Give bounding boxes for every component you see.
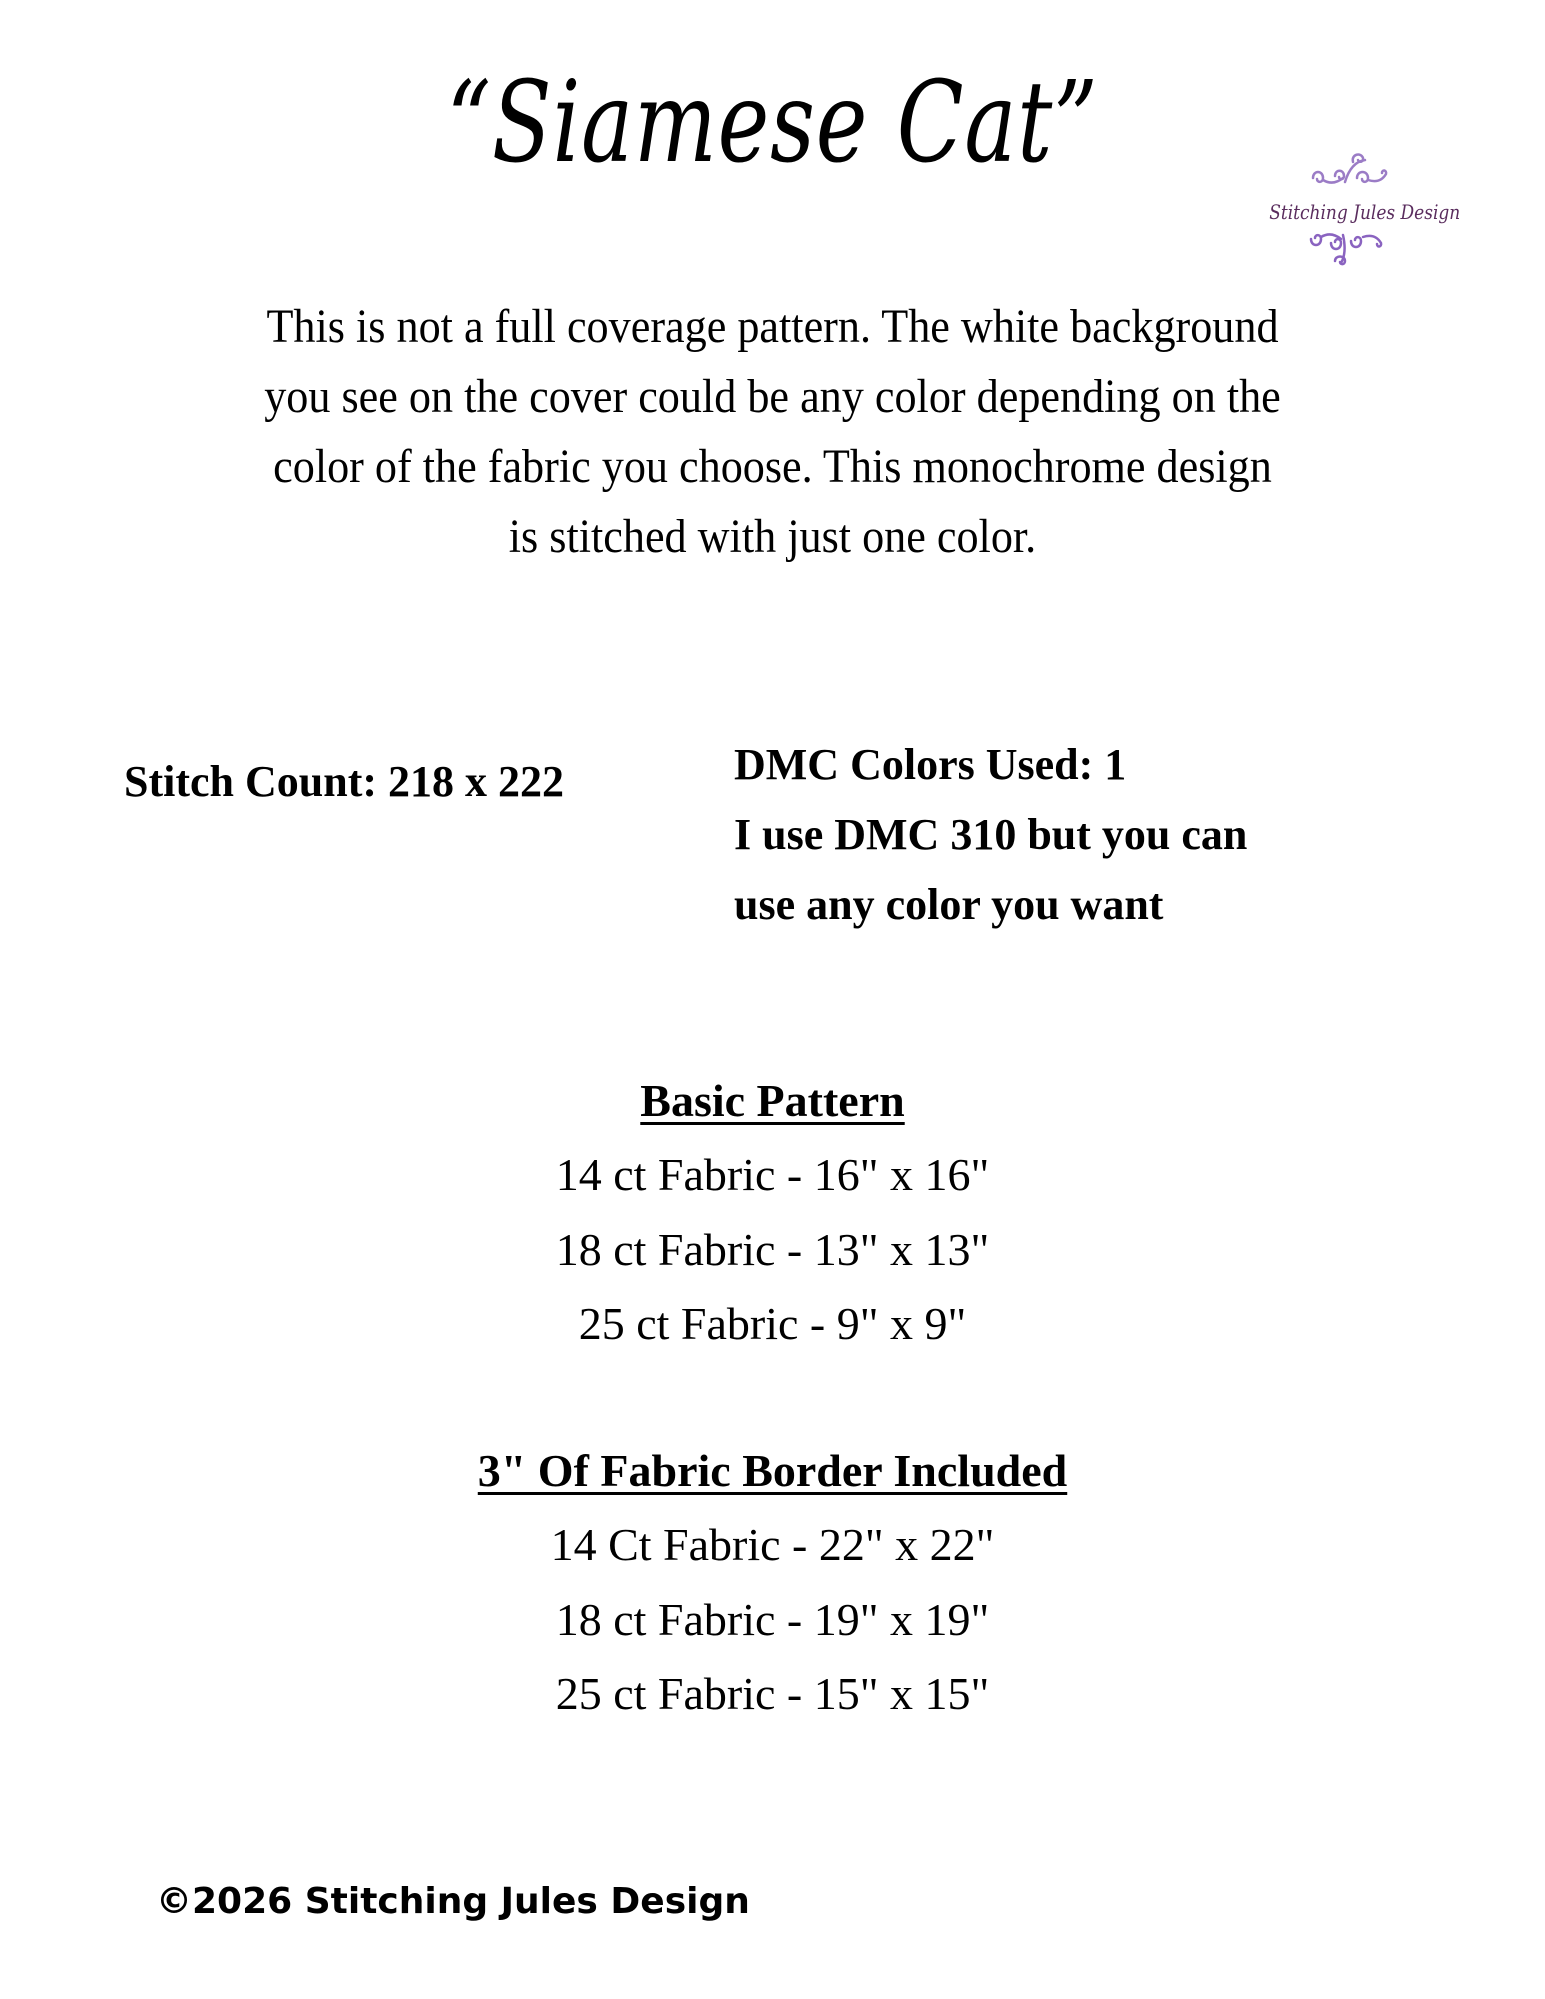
description-line: you see on the cover could be any color depending on the (264, 370, 1281, 423)
basic-pattern-heading: Basic Pattern (640, 1075, 905, 1126)
brand-name: Stitching Jules Design (1269, 200, 1461, 224)
swirl-ornament-top-icon (1255, 150, 1445, 197)
fabric-size-row: 25 ct Fabric - 9" x 9" (578, 1298, 967, 1349)
dmc-colors-info (734, 730, 1247, 940)
stitch-count: Stitch Count: 218 x 222 (124, 757, 565, 806)
page-title: “Siamese Cat” (446, 58, 1099, 188)
description-line: is stitched with just one color. (508, 510, 1037, 563)
fabric-size-row: 25 ct Fabric - 15" x 15" (555, 1668, 990, 1719)
dmc-note-line: use any color you want (734, 880, 1164, 929)
pattern-description (209, 292, 1336, 572)
description-line: color of the fabric you choose. This monochrome design (273, 440, 1272, 493)
copyright-footer: ©2026 Stitching Jules Design (156, 1881, 750, 1922)
brand-logo (1255, 150, 1461, 265)
dmc-colors-used: DMC Colors Used: 1 (734, 740, 1127, 789)
description-line: This is not a full coverage pattern. The white background (266, 300, 1279, 353)
fabric-size-row: 14 Ct Fabric - 22" x 22" (550, 1519, 995, 1570)
dmc-note-line: I use DMC 310 but you can (734, 810, 1248, 859)
basic-pattern-section (0, 1064, 1545, 1362)
fabric-size-row: 14 ct Fabric - 16" x 16" (555, 1149, 990, 1200)
swirl-ornament-bottom-icon (1255, 227, 1445, 276)
fabric-size-row: 18 ct Fabric - 19" x 19" (555, 1593, 990, 1645)
border-pattern-section (0, 1434, 1545, 1732)
border-pattern-heading: 3" Of Fabric Border Included (477, 1445, 1068, 1496)
fabric-size-row: 18 ct Fabric - 13" x 13" (555, 1223, 990, 1275)
